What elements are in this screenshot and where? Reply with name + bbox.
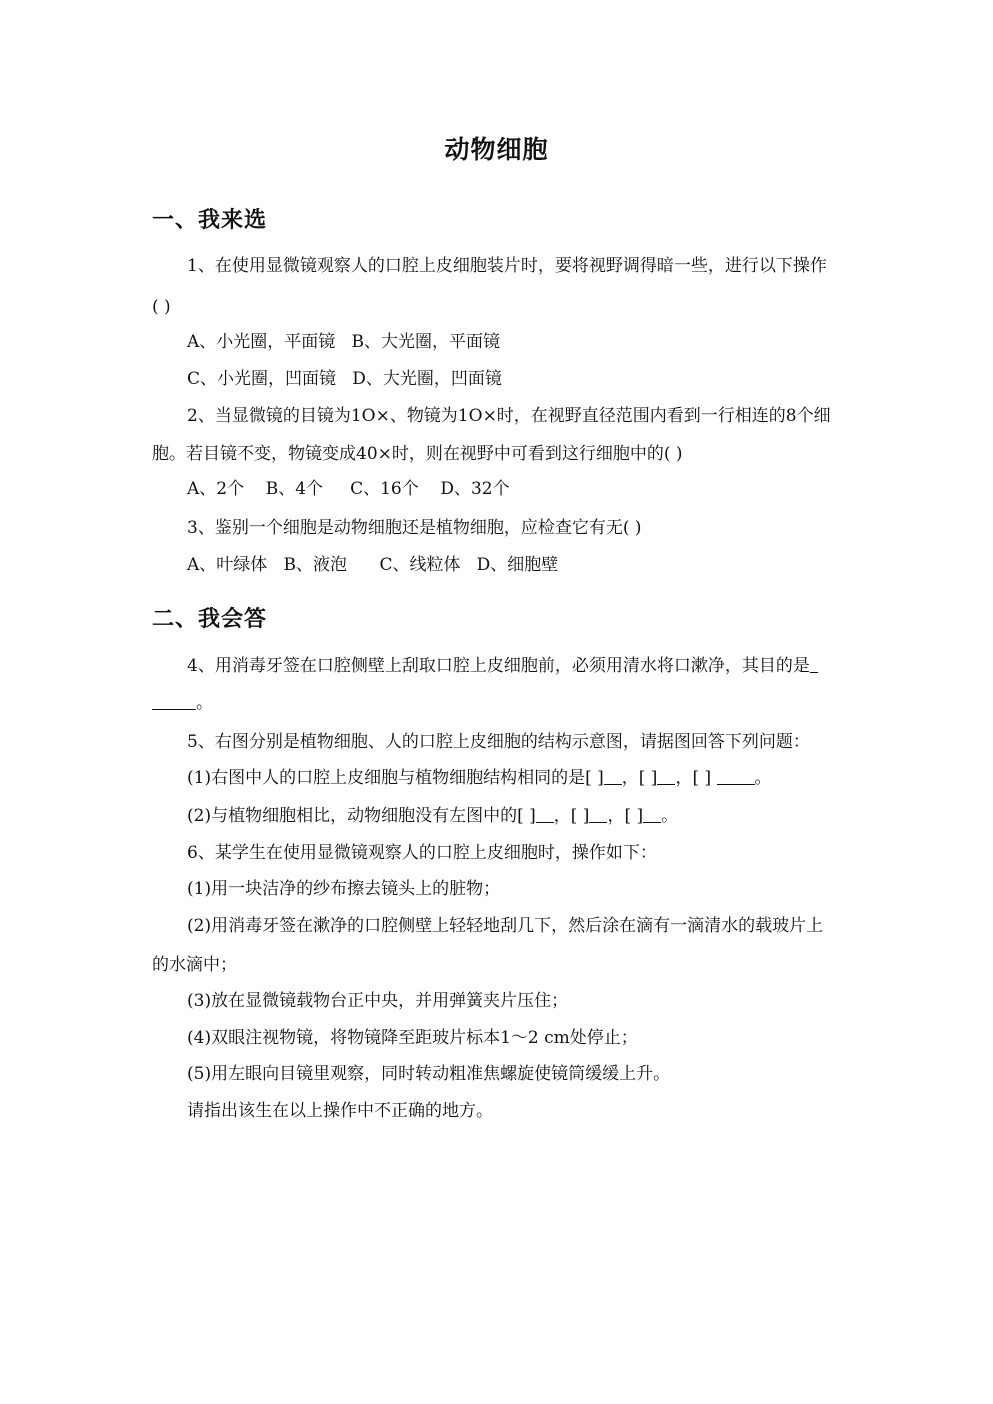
answer-blank[interactable] [152,693,196,710]
period: 。 [754,768,772,788]
bracket: [ ] [692,768,712,788]
answer-blank[interactable] [657,768,675,785]
option-d: D、大光圈，凹面镜 [352,369,502,389]
option-d: D、细胞壁 [476,555,559,575]
question-5-part-1 [187,767,772,789]
option-a: A、小光圈，平面镜 [187,332,336,352]
question-4-blank-line [152,692,213,714]
question-4-text: 4、用消毒牙签在口腔侧壁上刮取口腔上皮细胞前，必须用清水将口漱净，其目的是 [187,656,810,676]
question-5-stem: 5、右图分别是植物细胞、人的口腔上皮细胞的结构示意图，请据图回答下列问题： [187,732,810,752]
answer-blank[interactable] [717,768,755,785]
question-1-options-cd [187,368,502,390]
answer-blank[interactable] [604,768,622,785]
option-c: C、小光圈，凹面镜 [187,369,337,389]
question-6-ask: 请指出该生在以上操作中不正确的地方。 [187,1101,493,1121]
question-1-options-ab [187,331,500,353]
bracket: [ ] [570,806,590,826]
question-3-options [187,554,558,576]
part-2-text: (2)与植物细胞相比，动物细胞没有左图中的 [187,806,518,826]
question-2-options [187,478,510,500]
comma: ， [553,806,571,826]
option-a: A、2个 [187,479,245,499]
bracket: [ ] [624,806,644,826]
bracket: [ ] [517,806,536,826]
question-6-step-4: (4)双眼注视物镜，将物镜降至距玻片标本1～2 cm处停止； [187,1028,638,1048]
question-3-stem: 3、鉴别一个细胞是动物细胞还是植物细胞，应检查它有无( ) [187,518,642,538]
question-1-stem: 1、在使用显微镜观察人的口腔上皮细胞装片时，要将视野调得暗一些，进行以下操作 [187,256,827,276]
question-1-paren: ( ) [152,297,171,317]
question-2-stem: 2、当显微镜的目镜为1O×、物镜为1O×时，在视野直径范围内看到一行相连的8个细 [187,406,831,426]
option-d: D、32个 [440,479,510,499]
question-4-stem [187,655,818,677]
period: 。 [661,806,679,826]
question-2-stem-cont: 胞。若目镜不变，物镜变成40×时，则在视野中可看到这行细胞中的( ) [152,444,683,464]
answer-blank[interactable] [643,806,661,823]
comma: ， [621,768,639,788]
question-6-step-2: (2)用消毒牙签在漱净的口腔侧壁上轻轻地刮几下，然后涂在滴有一滴清水的载玻片上 [187,916,824,936]
question-6-step-3: (3)放在显微镜载物台正中央，并用弹簧夹片压住； [187,991,569,1011]
question-5-part-2 [187,805,678,827]
option-c: C、16个 [350,479,419,499]
option-a: A、叶绿体 [187,555,268,575]
section-heading-answer: 二、我会答 [152,606,268,632]
period: 。 [196,693,213,713]
page-title: 动物细胞 [444,135,549,164]
comma: ， [607,806,625,826]
question-6-step-1: (1)用一块洁净的纱布擦去镜头上的脏物； [187,879,501,899]
option-b: B、4个 [265,479,324,499]
option-b: B、液泡 [283,555,347,575]
option-b: B、大光圈，平面镜 [351,332,500,352]
part-1-text: (1)右图中人的口腔上皮细胞与植物细胞结构相同的是 [187,768,586,788]
comma: ， [675,768,693,788]
question-6-step-2-cont: 的水滴中； [152,955,237,975]
answer-blank[interactable] [589,806,607,823]
bracket: [ ] [638,768,658,788]
question-6-stem: 6、某学生在使用显微镜观察人的口腔上皮细胞时，操作如下： [187,843,657,863]
answer-blank[interactable] [536,806,554,823]
section-heading-choose: 一、我来选 [152,207,268,233]
option-c: C、线粒体 [379,555,461,575]
answer-blank[interactable] [810,656,818,673]
bracket: [ ] [585,768,604,788]
question-6-step-5: (5)用左眼向目镜里观察，同时转动粗准焦螺旋使镜筒缓缓上升。 [187,1064,671,1084]
